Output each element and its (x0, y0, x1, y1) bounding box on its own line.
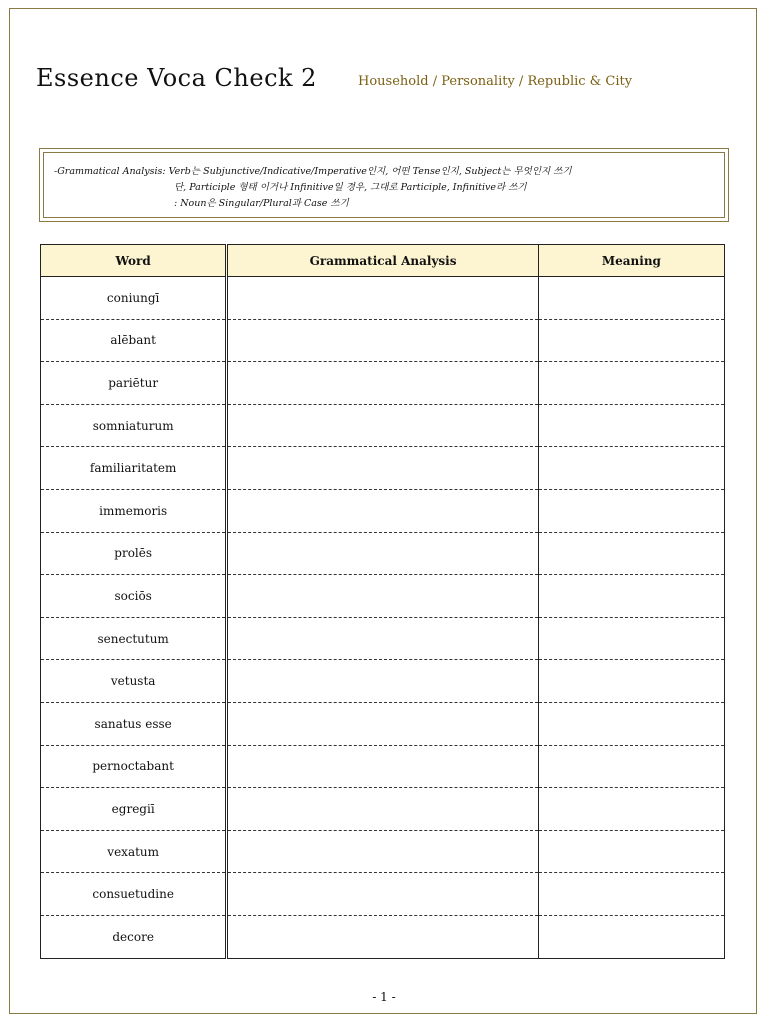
word-cell: senectutum (41, 617, 227, 660)
grammatical-analysis-cell[interactable] (227, 830, 539, 873)
word-cell: somniaturum (41, 404, 227, 447)
table-row (41, 745, 725, 788)
header-grammatical-analysis: Grammatical Analysis (227, 245, 539, 277)
meaning-cell[interactable] (538, 575, 724, 618)
meaning-cell[interactable] (538, 617, 724, 660)
grammatical-analysis-cell[interactable] (227, 319, 539, 362)
meaning-cell[interactable] (538, 788, 724, 831)
meaning-cell[interactable] (538, 447, 724, 490)
word-cell: decore (41, 915, 227, 958)
meaning-cell[interactable] (538, 830, 724, 873)
vocab-table (40, 244, 725, 959)
meaning-cell[interactable] (538, 660, 724, 703)
table-row (41, 617, 725, 660)
word-cell: sociōs (41, 575, 227, 618)
meaning-cell[interactable] (538, 362, 724, 405)
grammatical-analysis-cell[interactable] (227, 404, 539, 447)
page-subtitle: Household / Personality / Republic & City (358, 74, 633, 89)
grammatical-analysis-cell[interactable] (227, 277, 539, 320)
grammatical-analysis-cell[interactable] (227, 873, 539, 916)
page-number: - 1 - (372, 990, 396, 1004)
table-row (41, 830, 725, 873)
word-cell: alēbant (41, 319, 227, 362)
word-cell: prolēs (41, 532, 227, 575)
table-row (41, 489, 725, 532)
meaning-cell[interactable] (538, 873, 724, 916)
meaning-cell[interactable] (538, 489, 724, 532)
grammatical-analysis-cell[interactable] (227, 447, 539, 490)
table-row (41, 702, 725, 745)
table-row (41, 532, 725, 575)
word-cell: vexatum (41, 830, 227, 873)
vocab-table-body (41, 277, 725, 959)
grammatical-analysis-cell[interactable] (227, 617, 539, 660)
grammatical-analysis-cell[interactable] (227, 532, 539, 575)
word-cell: sanatus esse (41, 702, 227, 745)
header-meaning: Meaning (538, 245, 724, 277)
table-row (41, 404, 725, 447)
meaning-cell[interactable] (538, 404, 724, 447)
word-cell: consuetudine (41, 873, 227, 916)
grammatical-analysis-cell[interactable] (227, 362, 539, 405)
grammatical-analysis-cell[interactable] (227, 788, 539, 831)
instruction-box (39, 148, 729, 222)
header-row (41, 245, 725, 277)
table-row (41, 575, 725, 618)
meaning-cell[interactable] (538, 532, 724, 575)
word-cell: vetusta (41, 660, 227, 703)
table-row (41, 788, 725, 831)
grammatical-analysis-cell[interactable] (227, 915, 539, 958)
table-row (41, 362, 725, 405)
header-word: Word (41, 245, 227, 277)
grammatical-analysis-cell[interactable] (227, 702, 539, 745)
meaning-cell[interactable] (538, 319, 724, 362)
grammatical-analysis-cell[interactable] (227, 489, 539, 532)
grammatical-analysis-cell[interactable] (227, 660, 539, 703)
word-cell: coniungī (41, 277, 227, 320)
meaning-cell[interactable] (538, 745, 724, 788)
vocab-table-header (41, 245, 725, 277)
word-cell: pariētur (41, 362, 227, 405)
word-cell: egregiī (41, 788, 227, 831)
word-cell: immemoris (41, 489, 227, 532)
instruction-line-3: : Noun은 Singular/Plural과 Case 쓰기 (174, 198, 349, 209)
grammatical-analysis-cell[interactable] (227, 575, 539, 618)
table-row (41, 660, 725, 703)
instruction-line-2: 단, Participle 형태 이거나 Infinitive일 경우, 그대로 Participle, Infinitive라 쓰기 (174, 182, 527, 193)
instruction-box-inner (43, 152, 725, 218)
table-row (41, 319, 725, 362)
word-cell: pernoctabant (41, 745, 227, 788)
table-row (41, 873, 725, 916)
meaning-cell[interactable] (538, 702, 724, 745)
table-row (41, 915, 725, 958)
instruction-line-1: -Grammatical Analysis: Verb는 Subjunctive/Indicative/Imperative인지, 어떤 Tense인지, Subject는 무엇인지 쓰기 (54, 166, 572, 177)
word-cell: familiaritatem (41, 447, 227, 490)
meaning-cell[interactable] (538, 915, 724, 958)
grammatical-analysis-cell[interactable] (227, 745, 539, 788)
table-row (41, 447, 725, 490)
table-row (41, 277, 725, 320)
page-title: Essence Voca Check 2 (36, 64, 317, 92)
meaning-cell[interactable] (538, 277, 724, 320)
